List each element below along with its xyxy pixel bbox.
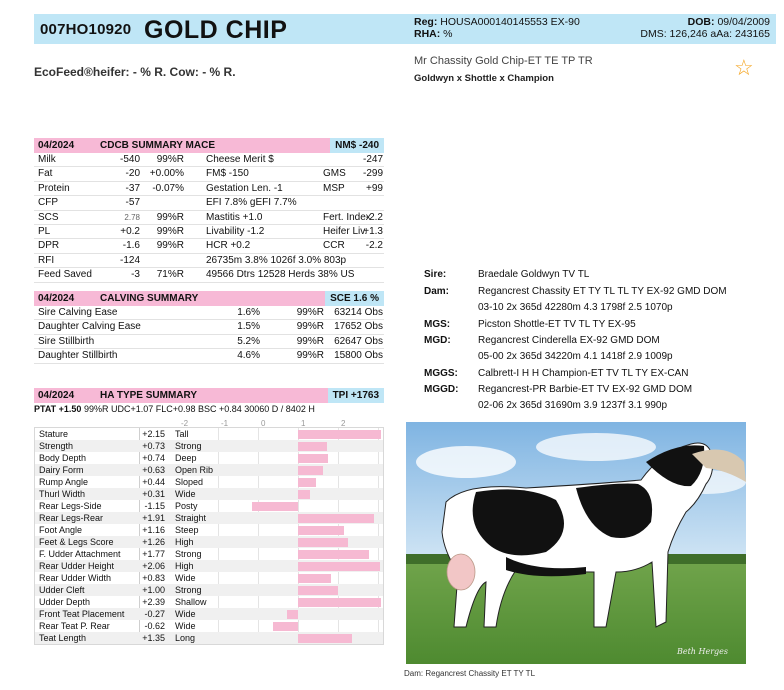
type-trait-row bbox=[35, 560, 383, 572]
type-trait-row bbox=[35, 572, 383, 584]
cdcb-cell: Cheese Merit $ bbox=[206, 154, 274, 165]
calving-cell: 4.6% bbox=[237, 350, 260, 362]
cdcb-cell: MSP bbox=[323, 182, 345, 194]
calving-row bbox=[34, 335, 384, 349]
trait-name: Foot Angle bbox=[39, 525, 83, 535]
cdcb-row bbox=[34, 182, 384, 196]
trait-name: Teat Length bbox=[39, 633, 87, 643]
calving-cell: 15800 Obs bbox=[334, 350, 383, 362]
trait-desc: Wide bbox=[175, 489, 196, 499]
trait-value: +1.16 bbox=[142, 525, 165, 535]
dam-name: Regancrest Chassity ET TY TL TL TY EX-92 GMD DOM bbox=[478, 286, 727, 297]
cdcb-row bbox=[34, 196, 384, 210]
cdcb-cell: DPR bbox=[38, 240, 60, 252]
scale-tick: -2 bbox=[181, 419, 189, 428]
dms-aaa: DMS: 126,246 aAa: 243165 bbox=[640, 28, 770, 40]
trait-value: +0.73 bbox=[142, 441, 165, 451]
pedigree-summary: Goldwyn x Shottle x Champion bbox=[414, 73, 554, 84]
cdcb-cell: 49566 Dtrs 12528 Herds 38% US bbox=[206, 269, 355, 281]
trait-name: Dairy Form bbox=[39, 465, 84, 475]
trait-name: Udder Cleft bbox=[39, 585, 85, 595]
trait-bar bbox=[298, 634, 352, 643]
calving-cell: Sire Calving Ease bbox=[38, 307, 118, 318]
cdcb-cell: -20 bbox=[125, 168, 140, 180]
mggs-name: Calbrett-I H H Champion-ET TV TL TY EX-CAN bbox=[478, 368, 689, 379]
trait-value: +0.74 bbox=[142, 453, 165, 463]
trait-bar bbox=[298, 514, 374, 523]
trait-desc: Sloped bbox=[175, 477, 204, 487]
cdcb-cell: -124 bbox=[119, 254, 140, 266]
cdcb-cell: -37 bbox=[125, 182, 140, 194]
cdcb-cell: RFI bbox=[38, 254, 55, 266]
cdcb-row bbox=[34, 153, 384, 167]
trait-name: Front Teat Placement bbox=[39, 609, 125, 619]
trait-name: Strength bbox=[39, 441, 74, 451]
cdcb-cell: Milk bbox=[38, 154, 56, 165]
calving-cell: 1.5% bbox=[237, 321, 260, 333]
type-trait-row bbox=[35, 608, 383, 620]
calving-cell: 99%R bbox=[296, 335, 324, 347]
trait-bar bbox=[298, 526, 344, 535]
star-outline-icon[interactable]: ☆ bbox=[734, 55, 754, 80]
trait-bar bbox=[298, 442, 327, 451]
mgs-label: MGS: bbox=[424, 319, 451, 330]
trait-bar bbox=[298, 430, 381, 439]
trait-name: Stature bbox=[39, 429, 69, 439]
trait-desc: Strong bbox=[175, 585, 202, 595]
cdcb-cell: +99 bbox=[366, 182, 383, 194]
trait-value: +0.63 bbox=[142, 465, 165, 475]
cdcb-cell: Feed Saved bbox=[38, 269, 92, 281]
cdcb-cell: CCR bbox=[323, 240, 345, 252]
sire-name: Braedale Goldwyn TV TL bbox=[478, 269, 590, 280]
trait-bar bbox=[298, 490, 310, 499]
type-trait-row bbox=[35, 620, 383, 632]
calving-row bbox=[34, 349, 384, 363]
cdcb-cell: 99%R bbox=[156, 225, 184, 237]
mggd-name: Regancrest-PR Barbie-ET TV EX-92 GMD DOM bbox=[478, 384, 693, 395]
type-trait-row bbox=[35, 632, 383, 644]
trait-desc: High bbox=[175, 561, 194, 571]
trait-value: +2.39 bbox=[142, 597, 165, 607]
trait-name: Rump Angle bbox=[39, 477, 89, 487]
trait-value: +0.83 bbox=[142, 573, 165, 583]
trait-value: -1.15 bbox=[144, 501, 165, 511]
trait-desc: Steep bbox=[175, 525, 199, 535]
calving-cell: 63214 Obs bbox=[334, 307, 383, 318]
calving-header bbox=[34, 291, 384, 306]
date-of-birth: DOB: 09/04/2009 bbox=[687, 16, 770, 28]
trait-bar bbox=[298, 478, 316, 487]
trait-desc: Straight bbox=[175, 513, 207, 523]
trait-name: Feet & Legs Score bbox=[39, 537, 114, 547]
trait-value: -0.27 bbox=[144, 609, 165, 619]
calving-title: CALVING SUMMARY bbox=[100, 293, 199, 304]
calving-cell: 1.6% bbox=[237, 307, 260, 318]
trait-value: +0.31 bbox=[142, 489, 165, 499]
cdcb-title: CDCB SUMMARY MACE bbox=[100, 140, 215, 151]
trait-desc: Wide bbox=[175, 609, 196, 619]
trait-desc: Wide bbox=[175, 621, 196, 631]
type-trait-row bbox=[35, 536, 383, 548]
calving-cell: 99%R bbox=[296, 350, 324, 362]
calving-cell: 17652 Obs bbox=[334, 321, 383, 333]
sire-label: Sire: bbox=[424, 269, 447, 280]
cdcb-rows bbox=[34, 153, 384, 283]
cdcb-cell: Gestation Len. -1 bbox=[206, 182, 283, 194]
type-trait-row bbox=[35, 512, 383, 524]
type-date: 04/2024 bbox=[38, 390, 75, 401]
trait-name: Rear Legs-Rear bbox=[39, 513, 104, 523]
calving-cell: 62647 Obs bbox=[334, 335, 383, 347]
type-summary bbox=[34, 388, 384, 403]
type-trait-row bbox=[35, 428, 383, 440]
type-trait-row bbox=[35, 524, 383, 536]
calving-row bbox=[34, 306, 384, 320]
cdcb-cell: -1.6 bbox=[122, 240, 140, 252]
mgd-label: MGD: bbox=[424, 335, 451, 346]
trait-desc: Wide bbox=[175, 573, 196, 583]
type-trait-row bbox=[35, 548, 383, 560]
scale-tick: 2 bbox=[341, 419, 346, 428]
sce-badge: SCE 1.6 % bbox=[325, 291, 384, 306]
scale-tick: 0 bbox=[261, 419, 266, 428]
cdcb-row bbox=[34, 225, 384, 239]
trait-bar bbox=[298, 598, 381, 607]
trait-desc: Posty bbox=[175, 501, 198, 511]
type-trait-row bbox=[35, 452, 383, 464]
cdcb-cell: Fert. Index bbox=[323, 211, 371, 223]
cdcb-cell: SCS bbox=[38, 211, 59, 223]
cdcb-cell: +0.2 bbox=[120, 225, 140, 237]
type-trait-row bbox=[35, 596, 383, 608]
cdcb-cell: -57 bbox=[125, 197, 140, 209]
cdcb-row bbox=[34, 239, 384, 253]
dam-photo bbox=[406, 422, 746, 664]
photo-caption: Dam: Regancrest Chassity ET TY TL bbox=[404, 669, 536, 678]
cdcb-cell: -247 bbox=[362, 154, 383, 165]
calving-cell: 5.2% bbox=[237, 335, 260, 347]
trait-bar bbox=[273, 622, 298, 631]
type-title: HA TYPE SUMMARY bbox=[100, 390, 198, 401]
dam-label: Dam: bbox=[424, 286, 450, 297]
cow-illustration bbox=[406, 422, 746, 664]
type-trait-row bbox=[35, 464, 383, 476]
mggd-label: MGGD: bbox=[424, 384, 459, 395]
trait-desc: High bbox=[175, 537, 194, 547]
trait-desc: Open Rib bbox=[175, 465, 214, 475]
cdcb-cell: +0.00% bbox=[149, 168, 184, 180]
trait-bar bbox=[287, 610, 298, 619]
trait-bar bbox=[252, 502, 298, 511]
trait-value: -0.62 bbox=[144, 621, 165, 631]
type-trait-row bbox=[35, 440, 383, 452]
cdcb-cell: Heifer Liv. bbox=[323, 225, 368, 237]
cdcb-cell: 99%R bbox=[156, 154, 184, 165]
type-traits-table bbox=[34, 427, 384, 645]
trait-name: Udder Depth bbox=[39, 597, 91, 607]
type-trait-row bbox=[35, 500, 383, 512]
cdcb-row bbox=[34, 211, 384, 225]
cdcb-cell: -2.2 bbox=[365, 211, 383, 223]
cdcb-cell: -2.2 bbox=[365, 240, 383, 252]
cdcb-cell: CFP bbox=[38, 197, 58, 209]
trait-name: Rear Udder Height bbox=[39, 561, 115, 571]
cdcb-cell: 2.78 bbox=[124, 212, 140, 222]
scale-tick: -1 bbox=[221, 419, 229, 428]
cdcb-cell: PL bbox=[38, 225, 51, 237]
trait-value: +0.44 bbox=[142, 477, 165, 487]
calving-cell: 99%R bbox=[296, 307, 324, 318]
cdcb-cell: 26735m 3.8% 1026f 3.0% 803p bbox=[206, 254, 347, 266]
trait-name: Rear Legs-Side bbox=[39, 501, 102, 511]
cdcb-cell: 99%R bbox=[156, 240, 184, 252]
cdcb-cell: HCR +0.2 bbox=[206, 240, 251, 252]
cdcb-cell: 99%R bbox=[156, 211, 184, 223]
calving-row bbox=[34, 320, 384, 334]
cdcb-cell: Protein bbox=[38, 182, 70, 194]
rha: RHA: % bbox=[414, 28, 453, 40]
trait-bar bbox=[298, 562, 380, 571]
trait-name: F. Udder Attachment bbox=[39, 549, 121, 559]
trait-bar bbox=[298, 574, 331, 583]
trait-desc: Long bbox=[175, 633, 196, 643]
cdcb-cell: -540 bbox=[119, 154, 140, 165]
cdcb-cell: -3 bbox=[131, 269, 140, 281]
type-trait-row bbox=[35, 488, 383, 500]
mggs-label: MGGS: bbox=[424, 368, 458, 379]
trait-value: +1.91 bbox=[142, 513, 165, 523]
tpi-badge: TPI +1763 bbox=[328, 388, 384, 403]
type-header bbox=[34, 388, 384, 403]
trait-bar bbox=[298, 550, 369, 559]
header-bar bbox=[34, 14, 776, 44]
cdcb-cell: Livability -1.2 bbox=[206, 225, 265, 237]
trait-value: +1.26 bbox=[142, 537, 165, 547]
cdcb-row bbox=[34, 254, 384, 268]
trait-name: Body Depth bbox=[39, 453, 87, 463]
calving-rows bbox=[34, 306, 384, 364]
trait-bar bbox=[298, 586, 338, 595]
trait-desc: Strong bbox=[175, 441, 202, 451]
photo-signature: Beth Herges bbox=[676, 647, 728, 656]
cdcb-row bbox=[34, 167, 384, 181]
mgd-name: Regancrest Cinderella EX-92 GMD DOM bbox=[478, 335, 660, 346]
calving-date: 04/2024 bbox=[38, 293, 75, 304]
trait-name: Thurl Width bbox=[39, 489, 86, 499]
ecofeed-line: EcoFeed®heifer: - % R. Cow: - % R. bbox=[34, 65, 236, 79]
type-trait-row bbox=[35, 584, 383, 596]
calving-cell: Daughter Calving Ease bbox=[38, 321, 141, 333]
bull-code: 007HO10920 bbox=[40, 21, 132, 38]
mggd-record: 02-06 2x 365d 31690m 3.9 1237f 3.1 990p bbox=[478, 400, 668, 411]
cdcb-cell: 71%R bbox=[156, 269, 184, 281]
trait-value: +2.15 bbox=[142, 429, 165, 439]
cdcb-cell: -0.07% bbox=[152, 182, 184, 194]
trait-bar bbox=[298, 454, 328, 463]
nm-badge: NM$ -240 bbox=[330, 138, 384, 153]
cdcb-cell: FM$ -150 bbox=[206, 168, 249, 180]
cdcb-row bbox=[34, 268, 384, 282]
mgs-name: Picston Shottle-ET TV TL TY EX-95 bbox=[478, 319, 636, 330]
trait-value: +2.06 bbox=[142, 561, 165, 571]
calving-cell: Sire Stillbirth bbox=[38, 335, 95, 347]
cdcb-summary bbox=[34, 138, 384, 283]
registration: Reg: HOUSA000140145553 EX-90 bbox=[414, 16, 580, 28]
trait-desc: Deep bbox=[175, 453, 197, 463]
cdcb-cell: Mastitis +1.0 bbox=[206, 211, 263, 223]
calving-summary bbox=[34, 291, 384, 364]
bull-name: GOLD CHIP bbox=[144, 16, 288, 44]
cdcb-cell: +1.3 bbox=[363, 225, 383, 237]
trait-desc: Shallow bbox=[175, 597, 207, 607]
trait-value: +1.77 bbox=[142, 549, 165, 559]
calving-cell: 99%R bbox=[296, 321, 324, 333]
trait-name: Rear Udder Width bbox=[39, 573, 112, 583]
cdcb-date: 04/2024 bbox=[38, 140, 75, 151]
cdcb-cell: GMS bbox=[323, 168, 346, 180]
trait-desc: Tall bbox=[175, 429, 189, 439]
dam-record: 03-10 2x 365d 42280m 4.3 1798f 2.5 1070p bbox=[478, 302, 673, 313]
ptat-line: PTAT +1.50 99%R UDC+1.07 FLC+0.98 BSC +0.84 30060 D / 8402 H bbox=[34, 404, 315, 414]
trait-desc: Strong bbox=[175, 549, 202, 559]
calving-cell: Daughter Stillbirth bbox=[38, 350, 118, 362]
trait-value: +1.35 bbox=[142, 633, 165, 643]
trait-bar bbox=[298, 466, 323, 475]
mgd-record: 05-00 2x 365d 34220m 4.1 1418f 2.9 1009p bbox=[478, 351, 673, 362]
registered-name: Mr Chassity Gold Chip-ET TE TP TR bbox=[414, 55, 593, 67]
cdcb-header bbox=[34, 138, 384, 153]
cdcb-cell: -299 bbox=[362, 168, 383, 180]
trait-name: Rear Teat P. Rear bbox=[39, 621, 110, 631]
scale-tick: 1 bbox=[301, 419, 306, 428]
type-trait-row bbox=[35, 476, 383, 488]
cdcb-cell: Fat bbox=[38, 168, 53, 180]
trait-value: +1.00 bbox=[142, 585, 165, 595]
trait-bar bbox=[298, 538, 348, 547]
cdcb-cell: EFI 7.8% gEFI 7.7% bbox=[206, 197, 297, 209]
